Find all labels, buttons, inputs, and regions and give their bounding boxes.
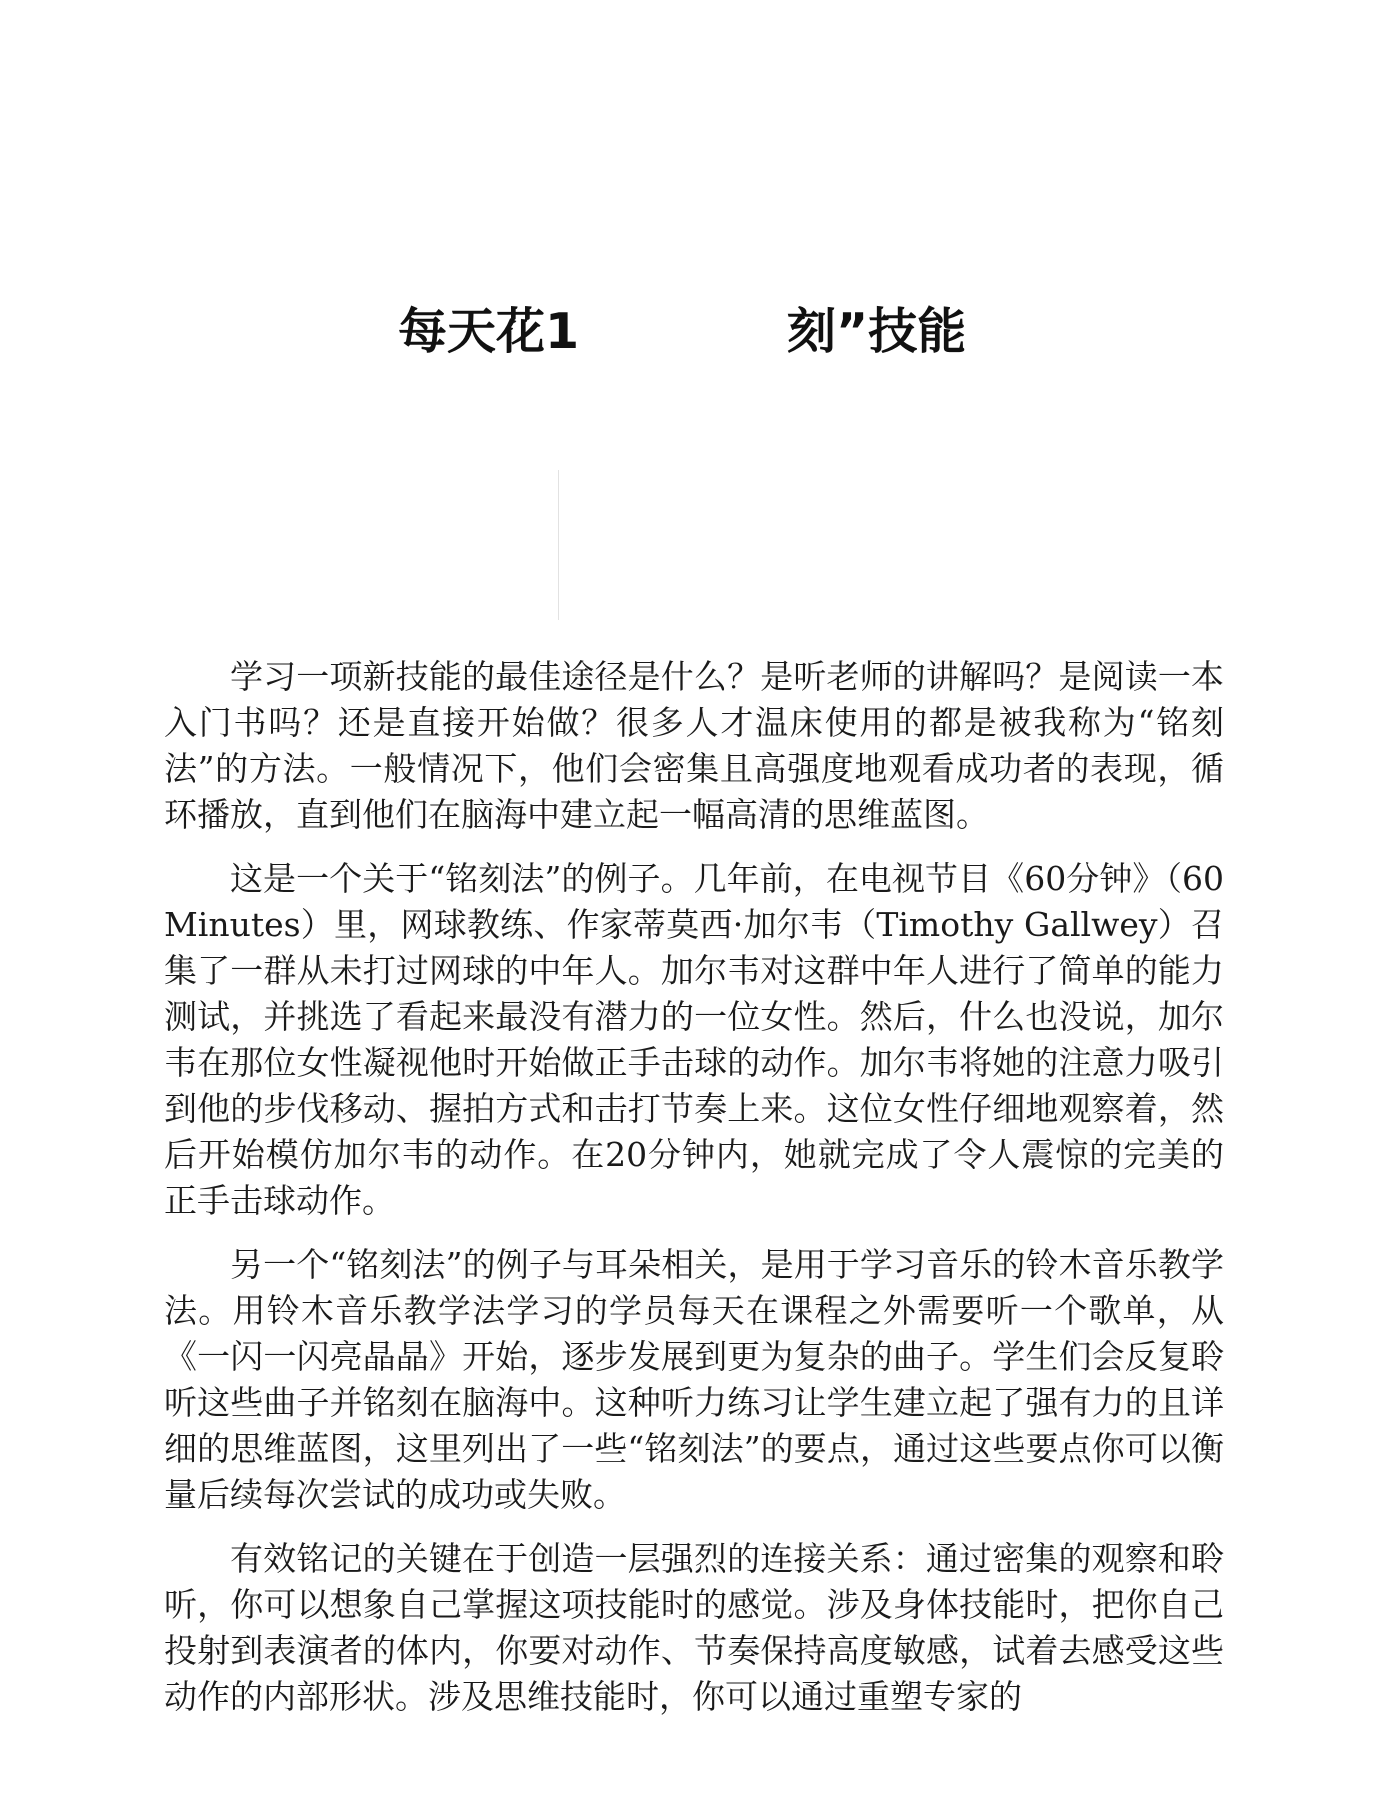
faint-divider-line	[558, 470, 559, 620]
paragraph-4: 有效铭记的关键在于创造一层强烈的连接关系：通过密集的观察和聆听，你可以想象自己掌握这项技能时的感觉。涉及身体技能时，把你自己投射到表演者的体内，你要对动作、节奏保持高度敏感，试着去感受这些动作的内部形状。涉及思维技能时，你可以通过重塑专家的	[164, 1539, 1224, 1716]
paragraph-3: 另一个“铭刻法”的例子与耳朵相关，是用于学习音乐的铃木音乐教学法。用铃木音乐教学法学习的学员每天在课程之外需要听一个歌单，从《一闪一闪亮晶晶》开始，逐步发展到更为复杂的曲子。学生们会反复聆听这些曲子并铭刻在脑海中。这种听力练习让学生建立起了强有力的且详细的思维蓝图，这里列出了一些“铭刻法”的要点，通过这些要点你可以衡量后续每次尝试的成功或失败。	[164, 1245, 1224, 1514]
body-text	[164, 654, 1224, 1738]
page-title-left: 每天花1	[398, 303, 580, 360]
paragraph-1: 学习一项新技能的最佳途径是什么？是听老师的讲解吗？是阅读一本入门书吗？还是直接开始做？很多人才温床使用的都是被我称为“铭刻法”的方法。一般情况下，他们会密集且高强度地观看成功者的表现，循环播放，直到他们在脑海中建立起一幅高清的思维蓝图。	[164, 657, 1224, 834]
paragraph-2: 这是一个关于“铭刻法”的例子。几年前，在电视节目《60分钟》（60 Minutes）里，网球教练、作家蒂莫西·加尔韦（Timothy Gallwey）召集了一群从未打过网球的中年人。加尔韦对这群中年人进行了简单的能力测试，并挑选了看起来最没有潜力的一位女性。然后，什么也没说，加尔韦在那位女性凝视他时开始做正手击球的动作。加尔韦将她的注意力吸引到他的步伐移动、握拍方式和击打节奏上来。这位女性仔细地观察着，然后开始模仿加尔韦的动作。在20分钟内，她就完成了令人震惊的完美的正手击球动作。	[164, 859, 1224, 1220]
page-title-right: 刻”技能	[787, 303, 967, 360]
